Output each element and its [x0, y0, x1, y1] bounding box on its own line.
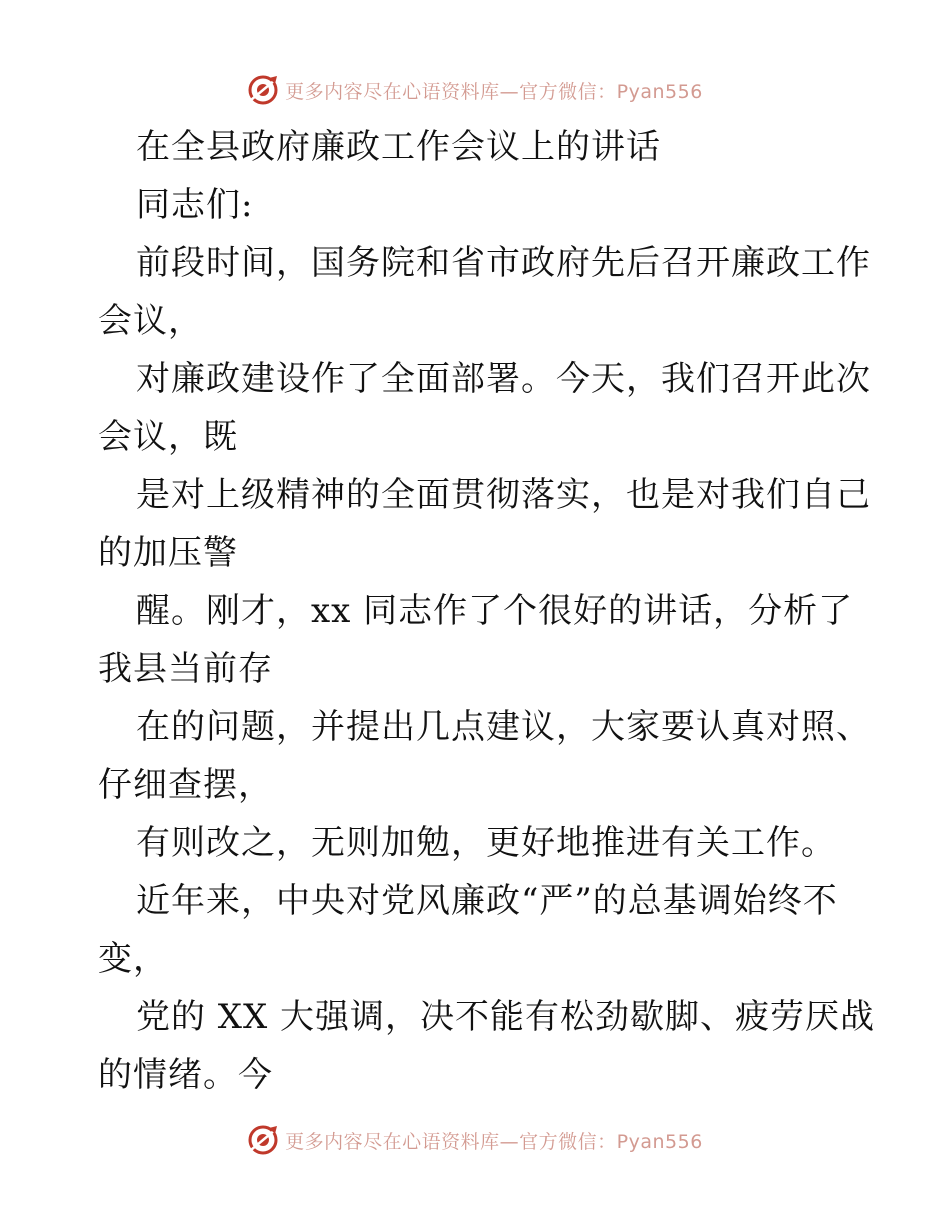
text-line: 的加压警 — [98, 533, 238, 573]
text-line: 是对上级精神的全面贯彻落实，也是对我们自己 — [136, 475, 871, 515]
text-line: 前段时间，国务院和省市政府先后召开廉政工作 — [136, 243, 871, 283]
text-line: 会议，既 — [98, 417, 238, 457]
text-line: 在的问题，并提出几点建议，大家要认真对照、 — [136, 707, 871, 747]
text-line: 有则改之，无则加勉，更好地推进有关工作。 — [136, 823, 836, 863]
header-banner — [0, 70, 950, 110]
header-banner-text: 更多内容尽在心语资料库—官方微信：Pyan556 — [285, 80, 703, 103]
text-line: 党的 XX 大强调，决不能有松劲歇脚、疲劳厌战 — [136, 997, 876, 1037]
text-line: 醒。刚才，xx 同志作了个很好的讲话，分析了 — [136, 591, 854, 631]
document-title: 在全县政府廉政工作会议上的讲话 — [136, 127, 661, 167]
footer-banner-text: 更多内容尽在心语资料库—官方微信：Pyan556 — [285, 1130, 703, 1153]
footer-banner — [0, 1120, 950, 1160]
text-line: 我县当前存 — [98, 649, 273, 689]
red-emblem-icon — [247, 1124, 279, 1156]
document-body — [98, 118, 876, 1104]
text-line: 仔细查摆， — [98, 765, 273, 805]
text-line: 变， — [98, 939, 168, 979]
text-line: 近年来，中央对党风廉政“严”的总基调始终不 — [136, 881, 838, 921]
text-line: 同志们: — [136, 185, 254, 225]
red-emblem-icon — [247, 74, 279, 106]
text-line: 会议， — [98, 301, 203, 341]
text-line: 的情绪。今 — [98, 1055, 273, 1095]
text-line: 对廉政建设作了全面部署。今天，我们召开此次 — [136, 359, 871, 399]
